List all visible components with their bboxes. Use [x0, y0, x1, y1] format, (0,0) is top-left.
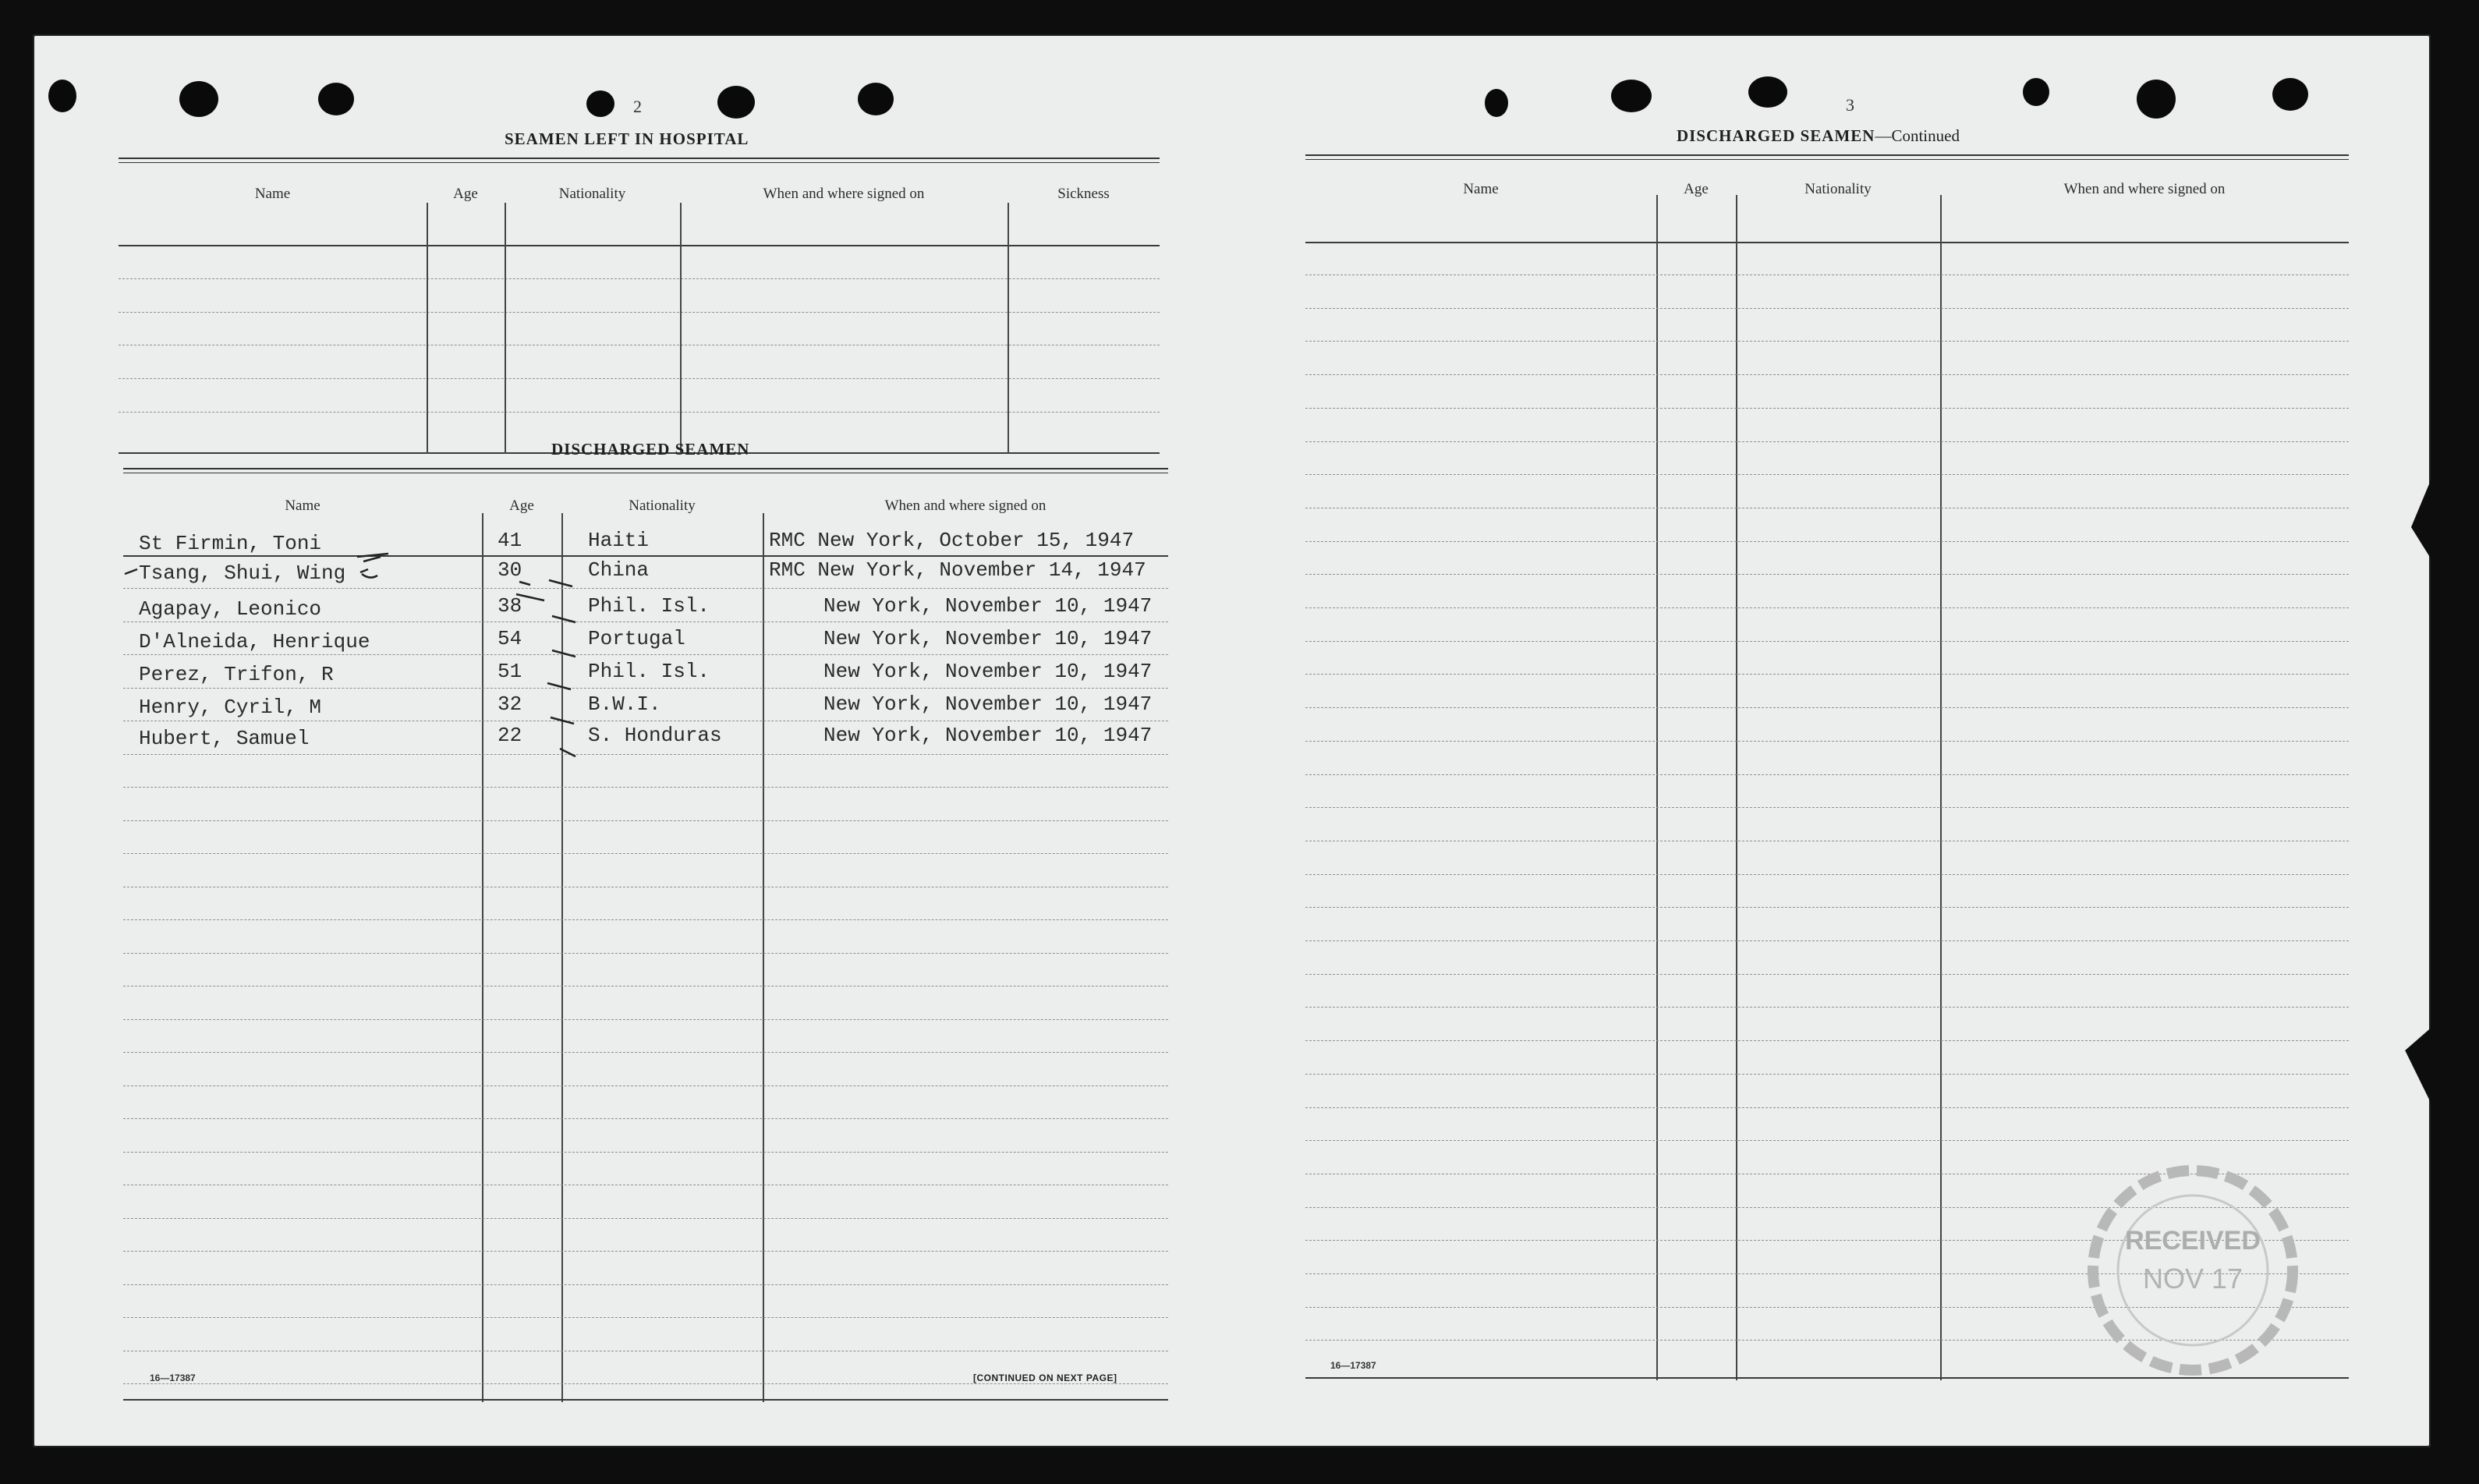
col-header-age: Age [1684, 181, 1709, 197]
page-number: 3 [1846, 95, 1854, 115]
col-header-name: Name [285, 498, 320, 514]
binder-hole-icon [179, 81, 218, 117]
ruled-line [123, 1317, 1168, 1318]
ruled-line [123, 1251, 1168, 1252]
col-header-signed-on: When and where signed on [884, 498, 1046, 514]
ruled-line [1305, 441, 2349, 442]
ruled-line [1305, 341, 2349, 342]
table-row-6-age: 32 [498, 692, 522, 716]
table-row-3-age: 38 [498, 594, 522, 618]
table-row-3-name: Agapay, Leonico [139, 597, 322, 621]
ruled-line [123, 654, 1168, 655]
ruled-line [123, 953, 1168, 954]
ruled-line [1305, 674, 2349, 675]
ruled-line [1305, 374, 2349, 375]
torn-edge [2396, 471, 2435, 565]
ruled-line [1305, 807, 2349, 808]
table-row-4-signed-on: New York, November 10, 1947 [823, 627, 1153, 650]
col-header-nationality: Nationality [1804, 181, 1872, 197]
stamp-text-top: RECEIVED [2125, 1226, 2261, 1256]
binder-hole-icon [2137, 80, 2176, 119]
ruled-line [123, 853, 1168, 854]
table-row-3-nationality: Phil. Isl. [588, 594, 710, 618]
table-row-1-nationality: Haiti [588, 529, 650, 552]
discharged-section-title: DISCHARGED SEAMEN [551, 440, 750, 459]
binder-hole-icon [858, 83, 894, 115]
table-row-6-signed-on: New York, November 10, 1947 [823, 692, 1153, 716]
binder-hole-icon [717, 86, 755, 119]
table-row-2-nationality: China [588, 558, 650, 582]
table-row-2-signed-on: RMC New York, November 14, 1947 [769, 558, 1146, 582]
continued-note: [CONTINUED ON NEXT PAGE] [973, 1372, 1117, 1383]
col-header-age: Age [509, 498, 534, 514]
col-header-name: Name [1463, 181, 1499, 197]
ruled-line [1305, 574, 2349, 575]
ruled-line [123, 919, 1168, 920]
ruled-line [1305, 940, 2349, 941]
form-number: 16—17387 [1330, 1360, 1376, 1371]
title-main: DISCHARGED SEAMEN [1677, 126, 1875, 145]
ruled-line [123, 820, 1168, 821]
table-row-4-name: D'Alneida, Henrique [139, 630, 370, 653]
page-number: 2 [633, 97, 642, 116]
ruled-line [1305, 707, 2349, 708]
col-header-nationality: Nationality [558, 186, 626, 202]
binder-hole-icon [2272, 78, 2308, 111]
ruled-line [123, 1152, 1168, 1153]
ruled-line [1305, 1107, 2349, 1108]
ruled-line [1305, 1074, 2349, 1075]
ruled-line [123, 1284, 1168, 1285]
table-row-3-signed-on: New York, November 10, 1947 [823, 594, 1153, 618]
ruled-line [1305, 974, 2349, 975]
discharged-continued-title [1677, 126, 1960, 146]
ruled-line [1305, 474, 2349, 475]
binder-hole-icon [2023, 78, 2049, 106]
ruled-line [123, 787, 1168, 788]
ruled-line [1305, 1007, 2349, 1008]
ruled-line [1305, 641, 2349, 642]
form-number: 16—17387 [150, 1372, 196, 1383]
table-row-2-name: Tsang, Shui, Wing [139, 561, 346, 585]
ruled-line [1305, 874, 2349, 875]
binder-hole-icon [318, 83, 354, 115]
table-row-5-signed-on: New York, November 10, 1947 [823, 660, 1153, 683]
table-row-2-age: 30 [498, 558, 522, 582]
ruled-line [123, 1383, 1168, 1384]
ruled-line [1305, 308, 2349, 309]
ruled-line [123, 588, 1168, 589]
binder-hole-icon [1611, 80, 1652, 112]
binder-hole-icon [586, 90, 614, 117]
table-row-6-name: Henry, Cyril, M [139, 696, 322, 719]
hospital-table [119, 158, 1160, 457]
ruled-line [1305, 741, 2349, 742]
hospital-section-title: SEAMEN LEFT IN HOSPITAL [505, 129, 749, 148]
ruled-line [1305, 408, 2349, 409]
ruled-line [123, 1218, 1168, 1219]
ruled-line [1305, 274, 2349, 275]
table-row-7-age: 22 [498, 724, 522, 747]
ruled-line [1305, 907, 2349, 908]
col-header-sickness: Sickness [1057, 186, 1110, 202]
ruled-line [123, 1019, 1168, 1020]
table-row-7-name: Hubert, Samuel [139, 727, 310, 750]
col-header-name: Name [254, 186, 291, 202]
ruled-line [1305, 541, 2349, 542]
table-row-4-nationality: Portugal [588, 627, 685, 650]
ruled-line [1305, 607, 2349, 608]
ruled-line [123, 688, 1168, 689]
table-row-6-nationality: B.W.I. [588, 692, 661, 716]
table-row-5-name: Perez, Trifon, R [139, 663, 334, 686]
binder-hole-icon [1485, 89, 1508, 117]
table-row-1-signed-on: RMC New York, October 15, 1947 [769, 529, 1135, 552]
ruled-line [1305, 774, 2349, 775]
table-row-5-nationality: Phil. Isl. [588, 660, 710, 683]
binder-hole-icon [48, 80, 76, 112]
document-sheet [33, 34, 2431, 1447]
table-row-4-age: 54 [498, 627, 522, 650]
ruled-line [1305, 1040, 2349, 1041]
ruled-line [123, 754, 1168, 755]
table-row-5-age: 51 [498, 660, 522, 683]
ruled-line [123, 1118, 1168, 1119]
ruled-line [1305, 1140, 2349, 1141]
stamp-text-mid: NOV 17 [2142, 1263, 2243, 1295]
received-stamp-icon [2076, 1157, 2310, 1383]
table-row-1-age: 41 [498, 529, 522, 552]
col-header-signed-on: When and where signed on [763, 186, 925, 202]
table-row-7-signed-on: New York, November 10, 1947 [823, 724, 1153, 747]
table-row-1-name: St Firmin, Toni [139, 532, 322, 555]
title-continued: —Continued [1875, 126, 1960, 145]
table-row-7-nationality: S. Honduras [588, 724, 722, 747]
col-header-nationality: Nationality [629, 498, 696, 514]
ruled-line [123, 1052, 1168, 1053]
col-header-age: Age [453, 186, 478, 202]
torn-edge [2402, 1025, 2435, 1110]
col-header-signed-on: When and where signed on [2063, 181, 2226, 197]
binder-hole-icon [1748, 76, 1787, 108]
